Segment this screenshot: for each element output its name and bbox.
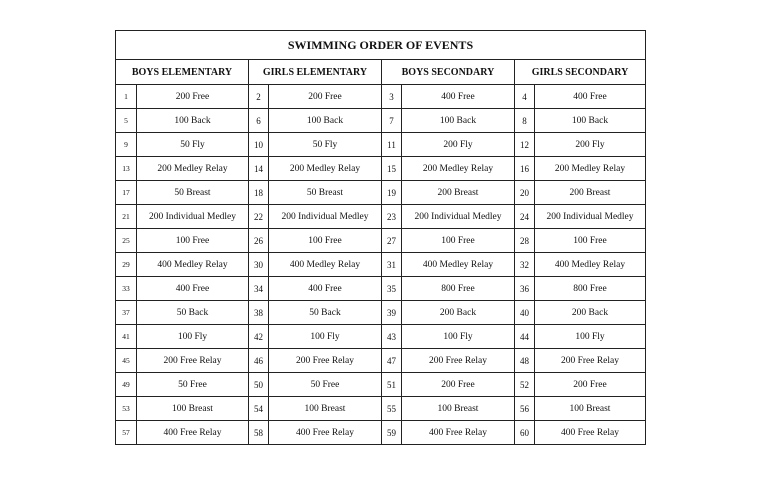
- event-number: 46: [249, 349, 269, 373]
- event-name: 200 Breast: [402, 181, 515, 205]
- event-name: 50 Free: [269, 373, 382, 397]
- event-name: 200 Free: [269, 85, 382, 109]
- event-number: 33: [116, 277, 137, 301]
- header-girls-elementary: GIRLS ELEMENTARY: [249, 60, 382, 85]
- event-name: 200 Back: [402, 301, 515, 325]
- event-number: 47: [382, 349, 402, 373]
- table-row: [116, 85, 646, 109]
- event-name: 200 Back: [535, 301, 646, 325]
- header-boys-secondary: BOYS SECONDARY: [382, 60, 515, 85]
- header-boys-elementary: BOYS ELEMENTARY: [116, 60, 249, 85]
- event-name: 200 Fly: [535, 133, 646, 157]
- event-number: 38: [249, 301, 269, 325]
- event-number: 11: [382, 133, 402, 157]
- table-row: [116, 349, 646, 373]
- event-name: 100 Back: [535, 109, 646, 133]
- event-number: 48: [515, 349, 535, 373]
- event-name: 100 Free: [269, 229, 382, 253]
- event-number: 44: [515, 325, 535, 349]
- event-name: 200 Individual Medley: [402, 205, 515, 229]
- table-row: [116, 277, 646, 301]
- event-number: 53: [116, 397, 137, 421]
- event-number: 12: [515, 133, 535, 157]
- event-name: 200 Free: [535, 373, 646, 397]
- event-name: 400 Free: [535, 85, 646, 109]
- event-name: 50 Back: [137, 301, 249, 325]
- event-name: 100 Free: [535, 229, 646, 253]
- table-title: SWIMMING ORDER OF EVENTS: [116, 31, 646, 60]
- event-name: 200 Medley Relay: [402, 157, 515, 181]
- event-name: 100 Breast: [402, 397, 515, 421]
- event-number: 19: [382, 181, 402, 205]
- event-name: 200 Individual Medley: [269, 205, 382, 229]
- event-name: 100 Fly: [535, 325, 646, 349]
- event-name: 100 Free: [137, 229, 249, 253]
- event-number: 3: [382, 85, 402, 109]
- event-name: 800 Free: [535, 277, 646, 301]
- event-number: 60: [515, 421, 535, 445]
- event-number: 15: [382, 157, 402, 181]
- event-number: 24: [515, 205, 535, 229]
- event-number: 51: [382, 373, 402, 397]
- event-number: 31: [382, 253, 402, 277]
- event-number: 13: [116, 157, 137, 181]
- event-number: 4: [515, 85, 535, 109]
- event-number: 16: [515, 157, 535, 181]
- event-name: 100 Free: [402, 229, 515, 253]
- table-row: [116, 397, 646, 421]
- event-number: 43: [382, 325, 402, 349]
- event-number: 26: [249, 229, 269, 253]
- event-number: 6: [249, 109, 269, 133]
- event-name: 100 Fly: [269, 325, 382, 349]
- event-number: 14: [249, 157, 269, 181]
- event-name: 100 Fly: [137, 325, 249, 349]
- events-table: [115, 30, 646, 445]
- event-number: 45: [116, 349, 137, 373]
- table-row: [116, 181, 646, 205]
- table-row: [116, 205, 646, 229]
- event-number: 36: [515, 277, 535, 301]
- event-number: 37: [116, 301, 137, 325]
- table-row: [116, 109, 646, 133]
- event-name: 200 Free Relay: [269, 349, 382, 373]
- event-number: 8: [515, 109, 535, 133]
- event-name: 400 Free Relay: [137, 421, 249, 445]
- event-name: 400 Free: [402, 85, 515, 109]
- event-number: 10: [249, 133, 269, 157]
- table-row: [116, 229, 646, 253]
- event-number: 23: [382, 205, 402, 229]
- event-name: 400 Free Relay: [402, 421, 515, 445]
- event-number: 1: [116, 85, 137, 109]
- event-name: 200 Breast: [535, 181, 646, 205]
- event-name: 200 Free Relay: [402, 349, 515, 373]
- event-name: 200 Free Relay: [535, 349, 646, 373]
- event-number: 22: [249, 205, 269, 229]
- event-name: 100 Back: [402, 109, 515, 133]
- event-name: 200 Individual Medley: [137, 205, 249, 229]
- event-number: 41: [116, 325, 137, 349]
- event-number: 42: [249, 325, 269, 349]
- events-body: [116, 85, 646, 445]
- event-name: 400 Free Relay: [269, 421, 382, 445]
- event-name: 200 Medley Relay: [535, 157, 646, 181]
- event-number: 59: [382, 421, 402, 445]
- event-name: 50 Fly: [269, 133, 382, 157]
- event-name: 800 Free: [402, 277, 515, 301]
- event-number: 28: [515, 229, 535, 253]
- event-name: 400 Free Relay: [535, 421, 646, 445]
- event-number: 49: [116, 373, 137, 397]
- event-number: 34: [249, 277, 269, 301]
- event-name: 100 Back: [137, 109, 249, 133]
- header-row: [116, 60, 646, 85]
- event-number: 9: [116, 133, 137, 157]
- event-name: 200 Medley Relay: [137, 157, 249, 181]
- event-number: 56: [515, 397, 535, 421]
- event-number: 7: [382, 109, 402, 133]
- table-row: [116, 325, 646, 349]
- event-number: 52: [515, 373, 535, 397]
- event-number: 50: [249, 373, 269, 397]
- event-number: 55: [382, 397, 402, 421]
- event-number: 54: [249, 397, 269, 421]
- event-name: 400 Free: [137, 277, 249, 301]
- event-name: 100 Breast: [535, 397, 646, 421]
- event-number: 25: [116, 229, 137, 253]
- event-number: 21: [116, 205, 137, 229]
- event-name: 200 Individual Medley: [535, 205, 646, 229]
- event-name: 400 Free: [269, 277, 382, 301]
- header-girls-secondary: GIRLS SECONDARY: [515, 60, 646, 85]
- event-name: 200 Medley Relay: [269, 157, 382, 181]
- event-name: 200 Free Relay: [137, 349, 249, 373]
- event-name: 50 Back: [269, 301, 382, 325]
- event-name: 50 Breast: [269, 181, 382, 205]
- event-number: 29: [116, 253, 137, 277]
- event-number: 35: [382, 277, 402, 301]
- event-name: 50 Breast: [137, 181, 249, 205]
- table-row: [116, 421, 646, 445]
- event-name: 50 Fly: [137, 133, 249, 157]
- event-name: 50 Free: [137, 373, 249, 397]
- event-number: 5: [116, 109, 137, 133]
- event-number: 40: [515, 301, 535, 325]
- event-number: 17: [116, 181, 137, 205]
- table-row: [116, 373, 646, 397]
- event-number: 20: [515, 181, 535, 205]
- table-row: [116, 133, 646, 157]
- table-row: [116, 157, 646, 181]
- table-row: [116, 301, 646, 325]
- event-name: 400 Medley Relay: [402, 253, 515, 277]
- event-name: 400 Medley Relay: [535, 253, 646, 277]
- event-number: 39: [382, 301, 402, 325]
- event-name: 100 Back: [269, 109, 382, 133]
- event-name: 400 Medley Relay: [137, 253, 249, 277]
- event-number: 18: [249, 181, 269, 205]
- event-number: 57: [116, 421, 137, 445]
- event-number: 32: [515, 253, 535, 277]
- event-name: 100 Breast: [269, 397, 382, 421]
- event-name: 200 Free: [402, 373, 515, 397]
- event-number: 2: [249, 85, 269, 109]
- event-name: 100 Breast: [137, 397, 249, 421]
- event-name: 200 Free: [137, 85, 249, 109]
- event-name: 200 Fly: [402, 133, 515, 157]
- table-row: [116, 253, 646, 277]
- event-number: 58: [249, 421, 269, 445]
- event-number: 27: [382, 229, 402, 253]
- event-name: 400 Medley Relay: [269, 253, 382, 277]
- event-number: 30: [249, 253, 269, 277]
- event-name: 100 Fly: [402, 325, 515, 349]
